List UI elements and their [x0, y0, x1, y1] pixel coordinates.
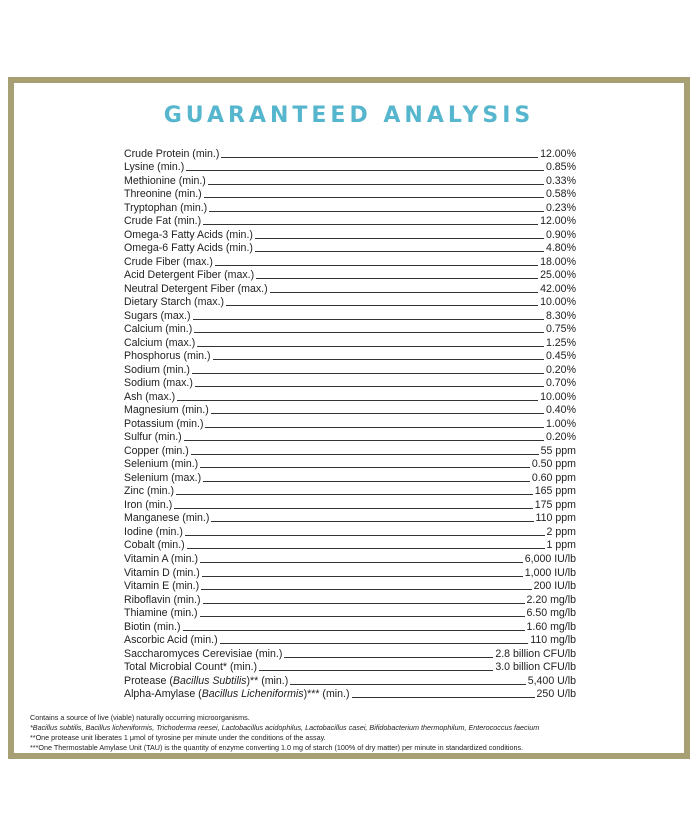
nutrient-value: 5,400 U/lb	[527, 674, 576, 687]
leader-line	[185, 534, 545, 536]
analysis-row	[124, 389, 576, 403]
nutrient-label: Sodium (max.)	[124, 377, 193, 390]
analysis-row	[124, 295, 576, 309]
leader-line	[213, 358, 544, 360]
nutrient-label: Riboflavin (min.)	[124, 593, 201, 606]
nutrient-label: Sodium (min.)	[124, 363, 190, 376]
nutrient-label: Calcium (min.)	[124, 323, 193, 336]
nutrient-value: 6,000 IU/lb	[524, 552, 576, 565]
analysis-row	[124, 524, 576, 538]
nutrient-label-suffix: )** (min.)	[246, 674, 289, 687]
leader-line	[352, 696, 535, 698]
analysis-row	[124, 646, 576, 660]
nutrient-value: 10.00%	[540, 390, 576, 403]
nutrient-label: Total Microbial Count* (min.)	[124, 661, 258, 674]
leader-line	[200, 466, 530, 468]
nutrient-label: Saccharomyces Cerevisiae (min.)	[124, 647, 283, 660]
nutrient-value: 110 ppm	[535, 512, 576, 525]
analysis-row	[124, 497, 576, 511]
leader-line	[194, 331, 544, 333]
leader-line	[284, 656, 493, 658]
nutrient-value: 12.00%	[540, 147, 576, 160]
nutrient-label	[124, 688, 350, 700]
nutrient-label: Acid Detergent Fiber (max.)	[124, 269, 255, 282]
nutrient-label: Manganese (min.)	[124, 512, 210, 525]
analysis-row	[124, 633, 576, 647]
analysis-row	[124, 430, 576, 444]
nutrient-value: 18.00%	[540, 255, 576, 268]
nutrient-value: 0.70%	[545, 377, 576, 390]
nutrient-label: Iron (min.)	[124, 498, 173, 511]
analysis-table	[124, 146, 576, 700]
nutrient-label: Potassium (min.)	[124, 417, 204, 430]
footnote-protease: **One protease unit liberates 1 μmol of tyrosine per minute under the conditions of the assay.	[30, 733, 326, 742]
analysis-row	[124, 241, 576, 255]
nutrient-value: 0.45%	[545, 350, 576, 363]
analysis-row	[124, 335, 576, 349]
nutrient-label: Ash (max.)	[124, 390, 176, 403]
analysis-row	[124, 551, 576, 565]
nutrient-value: 200 IU/lb	[533, 580, 576, 593]
analysis-row	[124, 579, 576, 593]
nutrient-label: Ascorbic Acid (min.)	[124, 634, 218, 647]
analysis-row	[124, 146, 576, 160]
leader-line	[204, 196, 544, 198]
leader-line	[211, 412, 544, 414]
nutrient-value: 12.00%	[540, 215, 576, 228]
nutrient-label: Tryptophan (min.)	[124, 201, 208, 214]
leader-line	[184, 439, 544, 441]
analysis-panel	[8, 77, 690, 759]
nutrient-label: Selenium (min.)	[124, 458, 199, 471]
nutrient-label: Threonine (min.)	[124, 188, 202, 201]
nutrient-label: Selenium (max.)	[124, 471, 202, 484]
nutrient-label: Thiamine (min.)	[124, 607, 198, 620]
leader-line	[256, 277, 538, 279]
nutrient-value: 1 ppm	[546, 539, 576, 552]
analysis-row	[124, 443, 576, 457]
nutrient-value: 0.85%	[545, 161, 576, 174]
leader-line	[290, 683, 525, 685]
nutrient-value: 0.75%	[545, 323, 576, 336]
nutrient-value: 2 ppm	[546, 525, 576, 538]
nutrient-value: 250 U/lb	[536, 688, 576, 701]
leader-line	[186, 169, 544, 171]
nutrient-value: 110 mg/lb	[530, 634, 576, 647]
leader-line	[202, 575, 523, 577]
analysis-row	[124, 606, 576, 620]
nutrient-value: 3.0 billion CFU/lb	[495, 661, 576, 674]
leader-line	[191, 453, 539, 455]
nutrient-label: Copper (min.)	[124, 444, 189, 457]
leader-line	[259, 669, 493, 671]
leader-line	[211, 520, 533, 522]
nutrient-label: Biotin (min.)	[124, 620, 181, 633]
leader-line	[255, 237, 544, 239]
nutrient-label: Cobalt (min.)	[124, 539, 185, 552]
leader-line	[192, 372, 544, 374]
nutrient-label-organism: Bacillus Subtilis	[172, 674, 247, 687]
leader-line	[197, 345, 544, 347]
footnotes	[30, 713, 670, 753]
nutrient-label: Neutral Detergent Fiber (max.)	[124, 282, 268, 295]
nutrient-value: 6.50 mg/lb	[526, 607, 576, 620]
nutrient-label: Calcium (max.)	[124, 336, 196, 349]
analysis-row	[124, 173, 576, 187]
nutrient-label: Dietary Starch (max.)	[124, 296, 225, 309]
nutrient-label: Crude Protein (min.)	[124, 147, 220, 160]
leader-line	[195, 385, 544, 387]
analysis-row	[124, 457, 576, 471]
leader-line	[187, 547, 545, 549]
analysis-row	[124, 687, 576, 701]
analysis-row	[124, 403, 576, 417]
analysis-row	[124, 200, 576, 214]
nutrient-value: 175 ppm	[534, 498, 576, 511]
analysis-row	[124, 268, 576, 282]
nutrient-label-suffix: )*** (min.)	[303, 688, 350, 701]
nutrient-label	[124, 675, 288, 687]
nutrient-value: 1.00%	[545, 417, 576, 430]
analysis-row	[124, 565, 576, 579]
nutrient-value: 0.60 ppm	[531, 471, 576, 484]
nutrient-label: Zinc (min.)	[124, 485, 175, 498]
footnote-amylase: ***One Thermostable Amylase Unit (TAU) is the quantity of enzyme converting 1.0 mg of starch (100% of dry matter) per minute in standardized conditions.	[30, 743, 524, 752]
leader-line	[226, 304, 538, 306]
nutrient-value: 0.90%	[545, 228, 576, 241]
nutrient-label: Omega-3 Fatty Acids (min.)	[124, 228, 253, 241]
nutrient-value: 10.00%	[540, 296, 576, 309]
nutrient-label: Crude Fat (min.)	[124, 215, 202, 228]
nutrient-label: Omega-6 Fatty Acids (min.)	[124, 242, 253, 255]
nutrient-value: 0.20%	[545, 431, 576, 444]
nutrient-value: 1,000 IU/lb	[524, 566, 576, 579]
analysis-row	[124, 673, 576, 687]
nutrient-label: Magnesium (min.)	[124, 404, 209, 417]
leader-line	[205, 426, 543, 428]
leader-line	[270, 291, 538, 293]
analysis-row	[124, 254, 576, 268]
nutrient-label: Crude Fiber (max.)	[124, 255, 213, 268]
analysis-row	[124, 484, 576, 498]
analysis-row	[124, 470, 576, 484]
leader-line	[176, 493, 533, 495]
nutrient-value: 0.50 ppm	[531, 458, 576, 471]
nutrient-label: Sulfur (min.)	[124, 431, 182, 444]
nutrient-label: Sugars (max.)	[124, 309, 191, 322]
footnote-microorganisms-text: *Bacillus subtilis, Bacillus licheniformis, Trichoderma reesei, Lactobacillus acidophilus, Lactobacillus casei, Bifidobacterium thermophilum, Enterococcus faecium	[30, 723, 540, 732]
leader-line	[209, 210, 544, 212]
leader-line	[220, 642, 529, 644]
nutrient-value: 0.33%	[545, 174, 576, 187]
leader-line	[203, 602, 525, 604]
nutrient-label: Iodine (min.)	[124, 525, 183, 538]
analysis-row	[124, 322, 576, 336]
nutrient-label: Vitamin D (min.)	[124, 566, 200, 579]
nutrient-label-prefix: Protease (	[124, 674, 173, 687]
leader-line	[255, 250, 544, 252]
analysis-row	[124, 538, 576, 552]
nutrient-value: 0.40%	[545, 404, 576, 417]
nutrient-label: Vitamin E (min.)	[124, 580, 200, 593]
analysis-row	[124, 160, 576, 174]
nutrient-value: 0.23%	[545, 201, 576, 214]
nutrient-label: Vitamin A (min.)	[124, 552, 198, 565]
footnote-microorganisms	[30, 723, 670, 733]
nutrient-label: Methionine (min.)	[124, 174, 206, 187]
nutrient-value: 25.00%	[540, 269, 576, 282]
nutrient-value: 2.8 billion CFU/lb	[495, 647, 576, 660]
analysis-row	[124, 214, 576, 228]
nutrient-value: 4.80%	[545, 242, 576, 255]
nutrient-value: 55 ppm	[540, 444, 576, 457]
nutrient-value: 0.58%	[545, 188, 576, 201]
analysis-row	[124, 619, 576, 633]
leader-line	[208, 183, 544, 185]
leader-line	[221, 156, 538, 158]
leader-line	[215, 264, 538, 266]
nutrient-value: 165 ppm	[534, 485, 576, 498]
leader-line	[193, 318, 544, 320]
analysis-row	[124, 511, 576, 525]
leader-line	[177, 399, 538, 401]
leader-line	[200, 615, 525, 617]
nutrient-label: Lysine (min.)	[124, 161, 185, 174]
nutrient-value: 0.20%	[545, 363, 576, 376]
analysis-row	[124, 362, 576, 376]
analysis-row	[124, 308, 576, 322]
leader-line	[200, 561, 523, 563]
analysis-row	[124, 281, 576, 295]
analysis-row	[124, 187, 576, 201]
nutrient-value: 1.60 mg/lb	[526, 620, 576, 633]
analysis-row	[124, 660, 576, 674]
analysis-row	[124, 376, 576, 390]
nutrient-label-organism: Bacillus Licheniformis	[201, 688, 304, 701]
nutrient-value: 42.00%	[540, 282, 576, 295]
nutrient-value: 8.30%	[545, 309, 576, 322]
leader-line	[201, 588, 531, 590]
nutrient-value: 2.20 mg/lb	[526, 593, 576, 606]
page-title: GUARANTEED ANALYSIS	[163, 103, 535, 128]
nutrient-label-prefix: Alpha-Amylase (	[124, 688, 202, 701]
analysis-row	[124, 416, 576, 430]
leader-line	[183, 629, 525, 631]
analysis-row	[124, 227, 576, 241]
leader-line	[203, 480, 530, 482]
leader-line	[174, 507, 532, 509]
leader-line	[203, 223, 538, 225]
nutrient-label: Phosphorus (min.)	[124, 350, 211, 363]
analysis-row	[124, 592, 576, 606]
analysis-row	[124, 349, 576, 363]
nutrient-value: 1.25%	[545, 336, 576, 349]
footnote-live-cultures: Contains a source of live (viable) naturally occurring microorganisms.	[30, 713, 250, 722]
